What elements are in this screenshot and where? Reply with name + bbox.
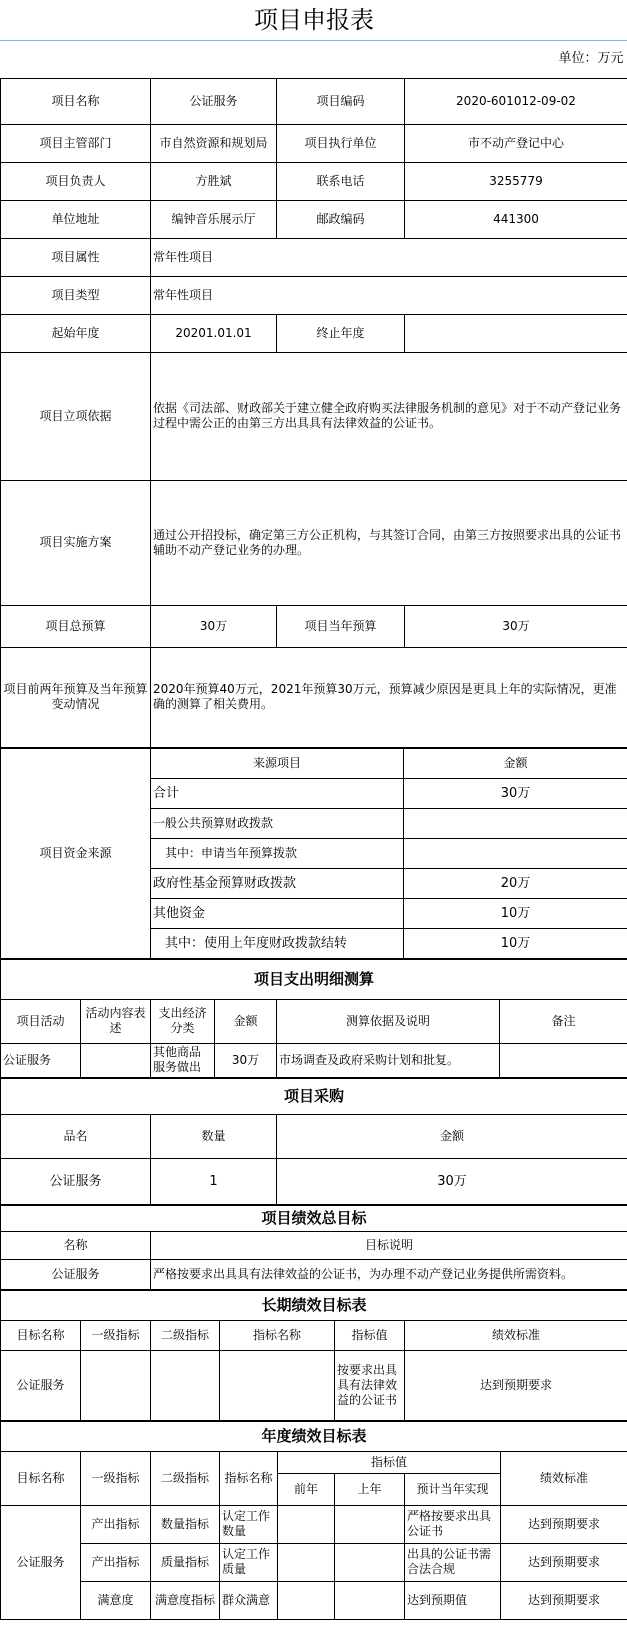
overall-goal-header: 目标说明	[151, 1231, 627, 1259]
exec-value: 市不动产登记中心	[405, 124, 627, 162]
overall-goal-cell: 严格按要求出具具有法律效益的公证书，为办理不动产登记业务提供所需资料。	[151, 1259, 627, 1289]
postcode-value: 441300	[405, 200, 627, 238]
overall-goal-header: 名称	[1, 1231, 151, 1259]
attribute-label: 项目属性	[1, 238, 151, 276]
purchase-table	[0, 1078, 627, 1205]
annual-last-cell	[335, 1581, 405, 1619]
longterm-goal-table	[0, 1290, 627, 1421]
funds-source-header: 来源项目	[151, 748, 404, 778]
annual-lvl1-cell: 产出指标	[81, 1505, 151, 1543]
expense-header: 活动内容表述	[81, 999, 151, 1043]
total-budget-value: 30万	[151, 605, 277, 647]
type-label: 项目类型	[1, 276, 151, 314]
annual-header-expect: 预计当年实现	[405, 1473, 501, 1505]
longterm-header: 二级指标	[151, 1320, 220, 1350]
expense-header: 金额	[215, 999, 277, 1043]
annual-standard-cell: 达到预期要求	[501, 1543, 627, 1581]
expense-cell: 市场调查及政府采购计划和批复。	[277, 1043, 500, 1077]
annual-header-lvl1: 一级指标	[81, 1451, 151, 1505]
annual-name-cell: 群众满意	[220, 1581, 278, 1619]
longterm-goal-title: 长期绩效目标表	[1, 1290, 627, 1320]
annual-header-standard: 绩效标准	[501, 1451, 627, 1505]
annual-header-last: 上年	[335, 1473, 405, 1505]
start-year-label: 起始年度	[1, 314, 151, 352]
annual-expect-cell: 严格按要求出具公证书	[405, 1505, 501, 1543]
expense-cell	[500, 1043, 627, 1077]
end-year-label: 终止年度	[277, 314, 405, 352]
annual-header-value: 指标值	[278, 1451, 501, 1473]
expense-table	[0, 959, 627, 1078]
funds-row-amount: 30万	[404, 778, 627, 808]
funds-row-amount: 20万	[404, 868, 627, 898]
type-value: 常年性项目	[151, 276, 627, 314]
project-code-label: 项目编码	[277, 78, 405, 124]
dept-value: 市自然资源和规划局	[151, 124, 277, 162]
purchase-header: 品名	[1, 1114, 151, 1158]
purchase-cell: 1	[151, 1158, 277, 1204]
longterm-cell: 按要求出具具有法律效益的公证书	[335, 1350, 405, 1420]
expense-cell	[81, 1043, 151, 1077]
expense-header: 项目活动	[1, 999, 81, 1043]
annual-goal-table	[0, 1421, 627, 1620]
leader-value: 方胜斌	[151, 162, 277, 200]
funds-row-amount: 10万	[404, 898, 627, 928]
annual-standard-cell: 达到预期要求	[501, 1581, 627, 1619]
basis-value: 依据《司法部、财政部关于建立健全政府购买法律服务机制的意见》对于不动产登记业务过程中需公正的由第三方出具具有法律效益的公证书。	[151, 352, 627, 480]
funds-table	[0, 748, 627, 959]
funds-row-name: 其他资金	[151, 898, 404, 928]
funds-row-name: 一般公共预算财政拨款	[151, 808, 404, 838]
annual-name-cell: 认定工作质量	[220, 1543, 278, 1581]
funds-label: 项目资金来源	[1, 748, 151, 958]
annual-prev-cell	[278, 1543, 335, 1581]
annual-header-target: 目标名称	[1, 1451, 81, 1505]
longterm-header: 指标名称	[220, 1320, 335, 1350]
annual-lvl1-cell: 产出指标	[81, 1543, 151, 1581]
funds-row-amount	[404, 808, 627, 838]
project-name-label: 项目名称	[1, 78, 151, 124]
purchase-title: 项目采购	[1, 1078, 627, 1114]
funds-row-name: 其中：使用上年度财政拨款结转	[151, 928, 404, 958]
annual-lvl2-cell: 数量指标	[151, 1505, 220, 1543]
unit-label: 单位：万元	[558, 51, 624, 67]
funds-row-name: 其中：申请当年预算拨款	[151, 838, 404, 868]
annual-lvl2-cell: 质量指标	[151, 1543, 220, 1581]
annual-header-name: 指标名称	[220, 1451, 278, 1505]
annual-last-cell	[335, 1505, 405, 1543]
longterm-header: 一级指标	[81, 1320, 151, 1350]
annual-header-lvl2: 二级指标	[151, 1451, 220, 1505]
expense-header: 测算依据及说明	[277, 999, 500, 1043]
overall-goal-title: 项目绩效总目标	[1, 1205, 627, 1231]
annual-prev-cell	[278, 1505, 335, 1543]
expense-cell: 其他商品服务做出	[151, 1043, 215, 1077]
funds-row-amount: 10万	[404, 928, 627, 958]
longterm-cell	[151, 1350, 220, 1420]
annual-expect-cell: 出具的公证书需合法合规	[405, 1543, 501, 1581]
project-name-value: 公证服务	[151, 78, 277, 124]
total-budget-label: 项目总预算	[1, 605, 151, 647]
annual-goal-title: 年度绩效目标表	[1, 1421, 627, 1451]
basis-label: 项目立项依据	[1, 352, 151, 480]
expense-cell: 公证服务	[1, 1043, 81, 1077]
dept-label: 项目主管部门	[1, 124, 151, 162]
phone-value: 3255779	[405, 162, 627, 200]
address-label: 单位地址	[1, 200, 151, 238]
longterm-header: 绩效标准	[405, 1320, 627, 1350]
expense-header: 支出经济分类	[151, 999, 215, 1043]
longterm-cell: 达到预期要求	[405, 1350, 627, 1420]
annual-standard-cell: 达到预期要求	[501, 1505, 627, 1543]
longterm-cell: 公证服务	[1, 1350, 81, 1420]
expense-title: 项目支出明细测算	[1, 959, 627, 999]
purchase-cell: 30万	[277, 1158, 627, 1204]
annual-expect-cell: 达到预期值	[405, 1581, 501, 1619]
annual-lvl2-cell: 满意度指标	[151, 1581, 220, 1619]
annual-last-cell	[335, 1543, 405, 1581]
overall-goal-cell: 公证服务	[1, 1259, 151, 1289]
purchase-header: 金额	[277, 1114, 627, 1158]
page-title: 项目申报表	[254, 5, 374, 34]
annual-lvl1-cell: 满意度	[81, 1581, 151, 1619]
plan-value: 通过公开招投标，确定第三方公正机构，与其签订合同，由第三方按照要求出具的公证书辅助不动产登记业务的办理。	[151, 480, 627, 605]
start-year-value: 20201.01.01	[151, 314, 277, 352]
end-year-value	[405, 314, 627, 352]
expense-cell: 30万	[215, 1043, 277, 1077]
budget-change-label: 项目前两年预算及当年预算变动情况	[1, 647, 151, 747]
purchase-cell: 公证服务	[1, 1158, 151, 1204]
phone-label: 联系电话	[277, 162, 405, 200]
leader-label: 项目负责人	[1, 162, 151, 200]
attribute-value: 常年性项目	[151, 238, 627, 276]
project-code-value: 2020-601012-09-02	[405, 78, 627, 124]
funds-row-name: 合计	[151, 778, 404, 808]
budget-change-value: 2020年预算40万元，2021年预算30万元，预算减少原因是更具上年的实际情况，更准确的测算了相关费用。	[151, 647, 627, 747]
longterm-cell	[81, 1350, 151, 1420]
current-budget-label: 项目当年预算	[277, 605, 405, 647]
exec-label: 项目执行单位	[277, 124, 405, 162]
annual-name-cell: 认定工作数量	[220, 1505, 278, 1543]
annual-prev-cell	[278, 1581, 335, 1619]
postcode-label: 邮政编码	[277, 200, 405, 238]
funds-amount-header: 金额	[404, 748, 627, 778]
basic-info-table	[0, 0, 627, 748]
funds-row-amount	[404, 838, 627, 868]
purchase-header: 数量	[151, 1114, 277, 1158]
plan-label: 项目实施方案	[1, 480, 151, 605]
header-divider	[0, 40, 627, 41]
expense-header: 备注	[500, 999, 627, 1043]
current-budget-value: 30万	[405, 605, 627, 647]
longterm-cell	[220, 1350, 335, 1420]
overall-goal-table	[0, 1205, 627, 1290]
longterm-header: 目标名称	[1, 1320, 81, 1350]
annual-header-prev: 前年	[278, 1473, 335, 1505]
longterm-header: 指标值	[335, 1320, 405, 1350]
address-value: 编钟音乐展示厅	[151, 200, 277, 238]
annual-target-cell: 公证服务	[1, 1505, 81, 1619]
funds-row-name: 政府性基金预算财政拨款	[151, 868, 404, 898]
